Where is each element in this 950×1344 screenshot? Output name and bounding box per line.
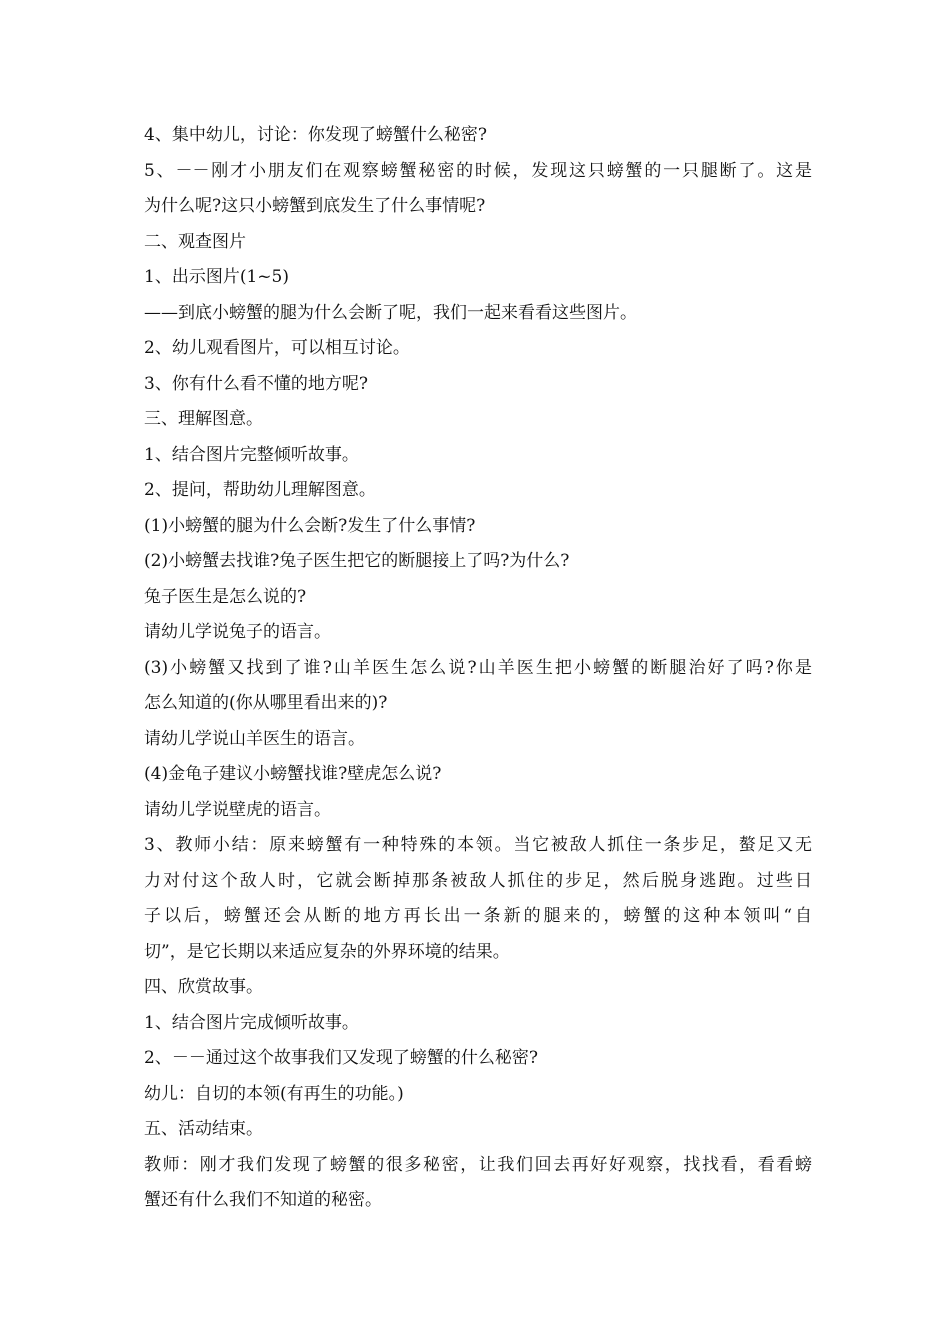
text-line: 切”，是它长期以来适应复杂的外界环境的结果。 — [144, 941, 510, 962]
section-heading: 五、活动结束。 — [144, 1119, 263, 1139]
text-line: 子以后，螃蟹还会从断的地方再长出一条新的腿来的，螃蟹的这种本领叫“自 — [144, 906, 812, 926]
text-line: 2、幼儿观看图片，可以相互讨论。 — [144, 338, 410, 358]
text-line: 蟹还有什么我们不知道的秘密。 — [144, 1190, 382, 1210]
text-line: 3、教师小结：原来螃蟹有一种特殊的本领。当它被敌人抓住一条步足，螯足又无 — [144, 835, 812, 855]
text-line: ——到底小螃蟹的腿为什么会断了呢，我们一起来看看这些图片。 — [144, 302, 637, 323]
document-body — [144, 118, 812, 1219]
section-heading: 四、欣赏故事。 — [144, 977, 263, 997]
text-line: 怎么知道的(你从哪里看出来的)? — [144, 693, 388, 713]
text-line: (4)金龟子建议小螃蟹找谁?壁虎怎么说? — [144, 764, 442, 784]
text-line: 5、－－刚才小朋友们在观察螃蟹秘密的时候，发现这只螃蟹的一只腿断了。这是 — [144, 160, 812, 181]
text-line: 3、你有什么看不懂的地方呢? — [144, 373, 368, 394]
text-line: (2)小螃蟹去找谁?兔子医生把它的断腿接上了吗?为什么? — [144, 551, 570, 571]
text-line: 1、结合图片完成倾听故事。 — [144, 1012, 359, 1033]
text-line: 2、提问，帮助幼儿理解图意。 — [144, 480, 376, 500]
text-line: 4、集中幼儿，讨论：你发现了螃蟹什么秘密? — [144, 125, 487, 145]
text-line: 1、出示图片(1~5) — [144, 267, 289, 287]
text-line: 请幼儿学说山羊医生的语言。 — [144, 728, 365, 749]
section-heading: 二、观查图片 — [144, 231, 246, 252]
text-line: 请幼儿学说壁虎的语言。 — [144, 799, 331, 820]
section-heading: 三、理解图意。 — [144, 409, 263, 429]
text-line: 请幼儿学说兔子的语言。 — [144, 622, 331, 642]
text-line: 2、－－通过这个故事我们又发现了螃蟹的什么秘密? — [144, 1048, 538, 1068]
text-line: 兔子医生是怎么说的? — [144, 586, 307, 607]
text-line: 为什么呢?这只小螃蟹到底发生了什么事情呢? — [144, 196, 486, 216]
text-line: (1)小螃蟹的腿为什么会断?发生了什么事情? — [144, 515, 476, 536]
text-line: 教师：刚才我们发现了螃蟹的很多秘密，让我们回去再好好观察，找找看，看看螃 — [144, 1154, 812, 1175]
text-line: 力对付这个敌人时，它就会断掉那条被敌人抓住的步足，然后脱身逃跑。过些日 — [144, 870, 812, 891]
text-line: 1、结合图片完整倾听故事。 — [144, 444, 359, 465]
text-line: (3)小螃蟹又找到了谁?山羊医生怎么说?山羊医生把小螃蟹的断腿治好了吗?你是 — [144, 657, 812, 678]
text-line: 幼儿：自切的本领(有再生的功能。) — [144, 1083, 404, 1104]
